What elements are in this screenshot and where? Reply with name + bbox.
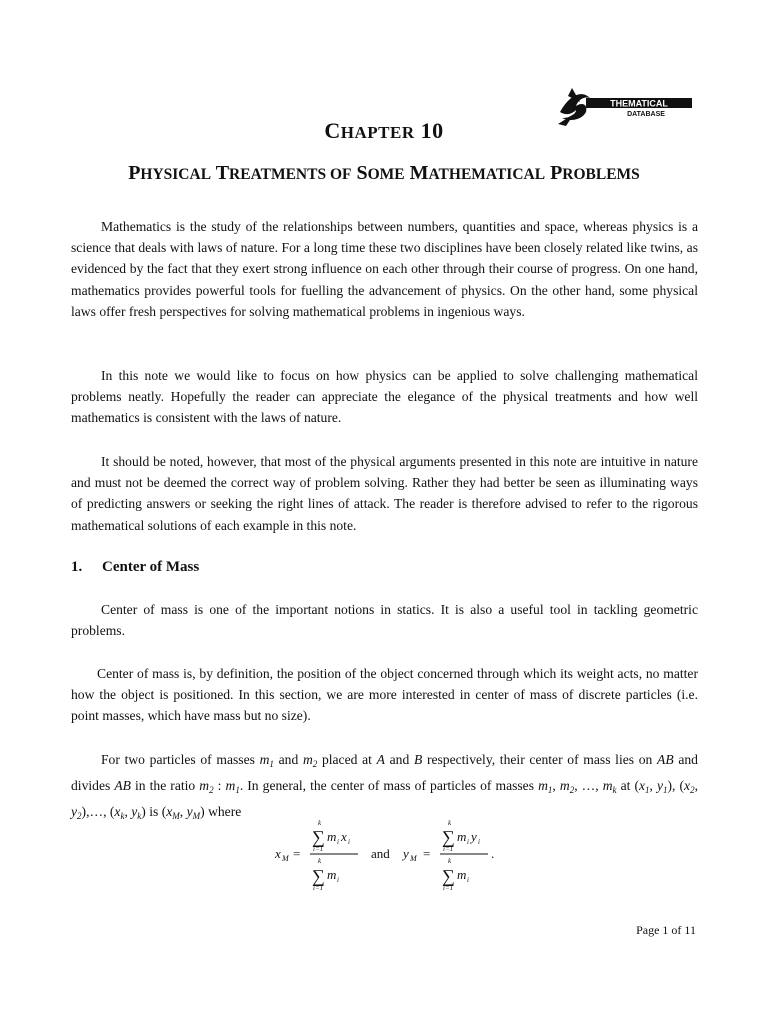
svg-text:m: m [457, 867, 467, 882]
svg-text:M: M [410, 854, 417, 863]
svg-text:y: y [403, 846, 409, 861]
svg-text:x: x [341, 829, 347, 844]
svg-text:i=1: i=1 [443, 845, 454, 853]
svg-text:i=1: i=1 [443, 884, 454, 892]
svg-text:k: k [448, 819, 452, 827]
intro-paragraph-3: It should be noted, however, that most of the physical arguments presented in this note are intuitive in nature and must not be deemed the correct way of problem solving. Rather they had better be seen as illuminating ways of predicting answers or seeking the right lines of attack. The reader is therefore advised to refer to the rigorous mathematical solutions of each example in this note. [71, 454, 698, 533]
svg-text:i: i [467, 838, 469, 846]
svg-text:∑: ∑ [442, 866, 455, 886]
svg-text:i: i [467, 876, 469, 884]
svg-text:and: and [371, 846, 390, 861]
svg-text:i: i [348, 838, 350, 846]
svg-text:k: k [448, 857, 452, 865]
svg-text:∑: ∑ [312, 866, 325, 886]
svg-text:i=1: i=1 [313, 845, 324, 853]
svg-text:DATABASE: DATABASE [627, 111, 665, 118]
section-paragraph-2: Center of mass is, by definition, the position of the object concerned through which its weight acts, no matter how the object is positioned. In this section, we are more interested in center of mass of discrete particles (i.e. point masses, which have mass but no size). [71, 666, 698, 724]
svg-text:k: k [318, 819, 322, 827]
center-of-mass-formula [270, 816, 520, 896]
svg-text:k: k [318, 857, 322, 865]
page-number: Page 1 of 11 [636, 923, 696, 937]
intro-paragraph-1: Mathematics is the study of the relationships between numbers, quantities and space, whereas physics is a science that deals with laws of nature. For a long time these two disciplines have been closely related like twins, as evidenced by the fact that they exert strong influence on each other through their course of progress. On one hand, mathematics provides powerful tools for fuelling the advancement of physics. On the other hand, some physical laws offer fresh perspectives for solving mathematical problems in ingenious ways. [71, 219, 698, 319]
svg-text:=: = [423, 846, 431, 861]
intro-paragraph-2: In this note we would like to focus on how physics can be applied to solve challenging mathematical problems neatly. Hopefully the reader can appreciate the elegance of the physical treatments and how well mathematics is consistent with the laws of nature. [71, 368, 698, 426]
chapter-title: PHYSICAL TREATMENTS OF SOME MATHEMATICAL PROBLEMS [128, 162, 640, 184]
svg-text:i: i [337, 838, 339, 846]
svg-text:m: m [327, 829, 337, 844]
svg-text:M: M [282, 854, 289, 863]
svg-text:x: x [275, 846, 281, 861]
svg-text:∑: ∑ [442, 827, 455, 847]
svg-text:m: m [457, 829, 467, 844]
svg-text:=: = [293, 846, 301, 861]
svg-text:.: . [491, 846, 495, 861]
section-heading: 1. Center of Mass [71, 559, 200, 575]
svg-text:∑: ∑ [312, 827, 325, 847]
svg-text:THEMATICAL: THEMATICAL [610, 98, 668, 109]
svg-text:y: y [471, 829, 477, 844]
svg-text:m: m [327, 867, 337, 882]
svg-text:i=1: i=1 [313, 884, 324, 892]
svg-text:i: i [478, 838, 480, 846]
svg-text:i: i [337, 876, 339, 884]
chapter-heading: CHAPTER 10 [324, 118, 444, 143]
section-paragraph-1: Center of mass is one of the important notions in statics. It is also a useful tool in tackling geometric problems. [71, 602, 698, 639]
section-paragraph-3: For two particles of masses $m_1$ and $m_2$ placed at A and B respectively, their center of mass lies on AB and divides AB in the ratio $m_2$ : $m_1$. In general, the center of mass of particles of masses $m_1$, $m_2$, …, $m_k$ at ($x_1$, $y_1$), ($x_2$, $y_2),\dots$, ($x_k$, $y_k$) is ($x_M$, $y_M$) where [71, 752, 698, 822]
